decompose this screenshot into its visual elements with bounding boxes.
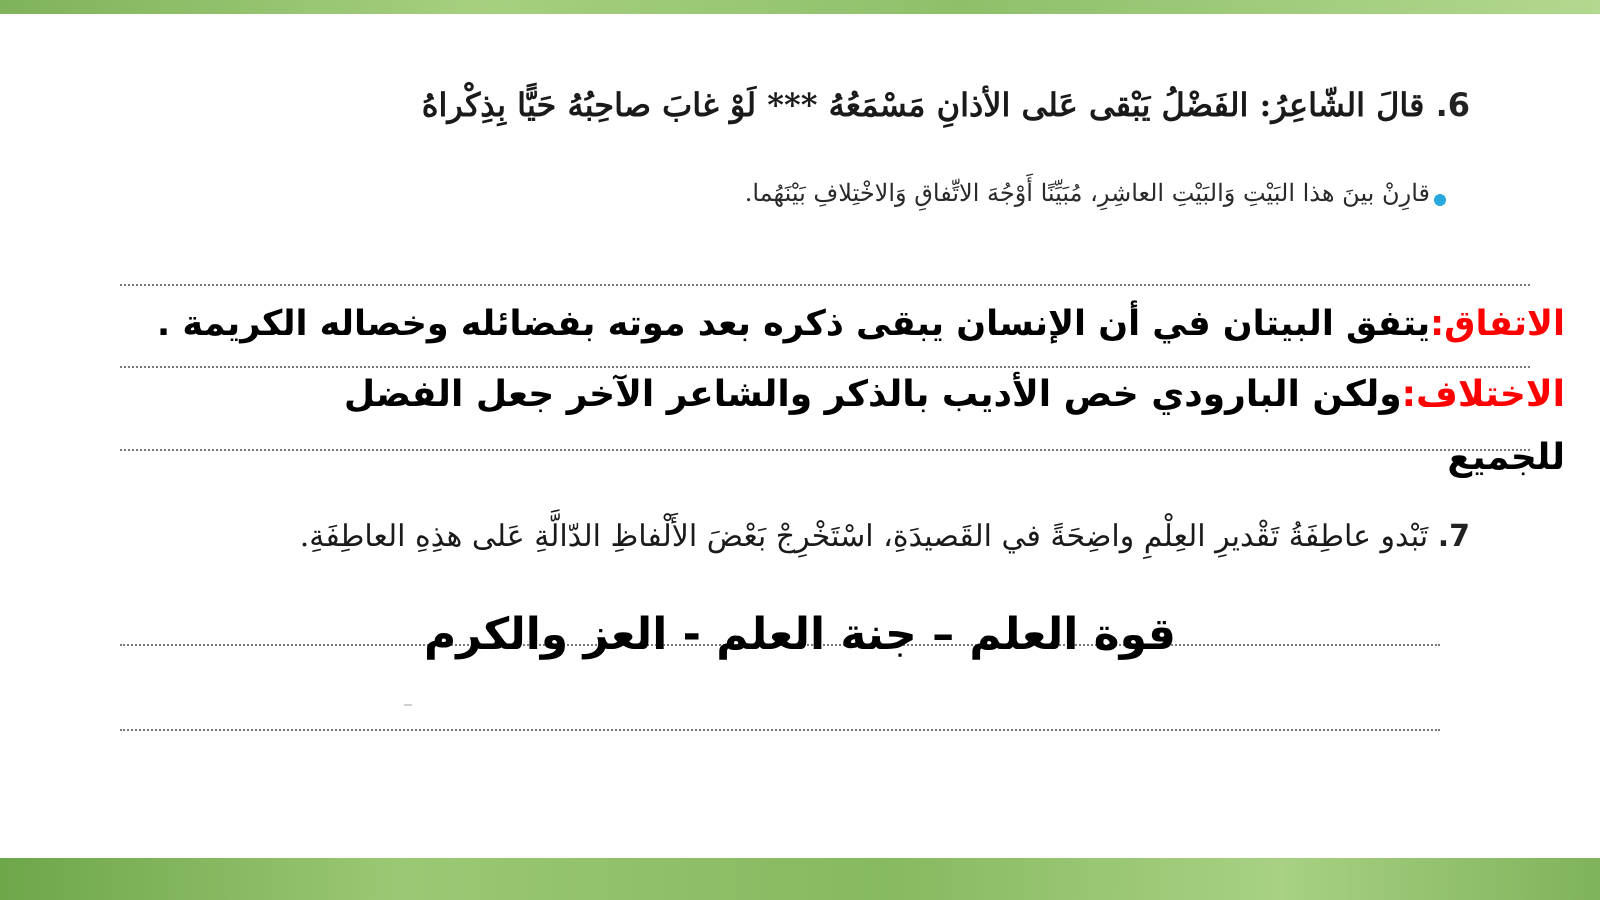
question-6-task: قارِنْ بينَ هذا البَيْتِ وَالبَيْتِ العاشِرِ، مُبَيِّنًا أَوْجُهَ الاتِّفاقِ وَالاخْتِلافِ بَيْنَهُما. xyxy=(744,179,1430,207)
question-6 xyxy=(422,86,1470,124)
answer-line-5 xyxy=(120,729,1440,731)
bullet-icon xyxy=(1434,194,1446,206)
scan-mark xyxy=(404,704,412,706)
answer-7-words: قوة العلم – جنة العلم - العز والكرم xyxy=(424,609,1176,660)
answer-agreement xyxy=(157,304,1565,344)
worksheet-page xyxy=(0,14,1600,858)
answer-line-3 xyxy=(120,449,1530,451)
question-7-number: 7. xyxy=(1437,519,1470,554)
answer-difference xyxy=(344,374,1565,415)
agreement-text: يتفق البيتان في أن الإنسان يبقى ذكره بعد موته بفضائله وخصاله الكريمة . xyxy=(156,304,1431,344)
agreement-label: الاتفاق: xyxy=(1430,304,1565,344)
question-6-verse: قالَ الشّاعِرُ: الفَضْلُ يَبْقى عَلى الأذانِ مَسْمَعُهُ *** لَوْ غابَ صاحِبُهُ حَيًّا بِذِكْراهُ xyxy=(421,86,1425,124)
top-decorative-band xyxy=(0,0,1600,14)
question-7 xyxy=(300,519,1470,554)
answer-line-1 xyxy=(120,284,1530,286)
bottom-decorative-band xyxy=(0,858,1600,900)
difference-label: الاختلاف: xyxy=(1401,374,1565,415)
answer-line-2 xyxy=(120,366,1530,368)
difference-text: ولكن البارودي خص الأديب بالذكر والشاعر الآخر جعل الفضل xyxy=(343,374,1402,415)
answer-difference-continued: للجميع xyxy=(1447,437,1565,478)
question-6-number: 6. xyxy=(1435,86,1470,124)
question-7-text: تَبْدو عاطِفَةُ تَقْديرِ العِلْمِ واضِحَةً في القَصيدَةِ، اسْتَخْرِجْ بَعْضَ الأَلْفاظِ الدّالَّةِ عَلى هذِهِ العاطِفَةِ. xyxy=(299,519,1429,554)
